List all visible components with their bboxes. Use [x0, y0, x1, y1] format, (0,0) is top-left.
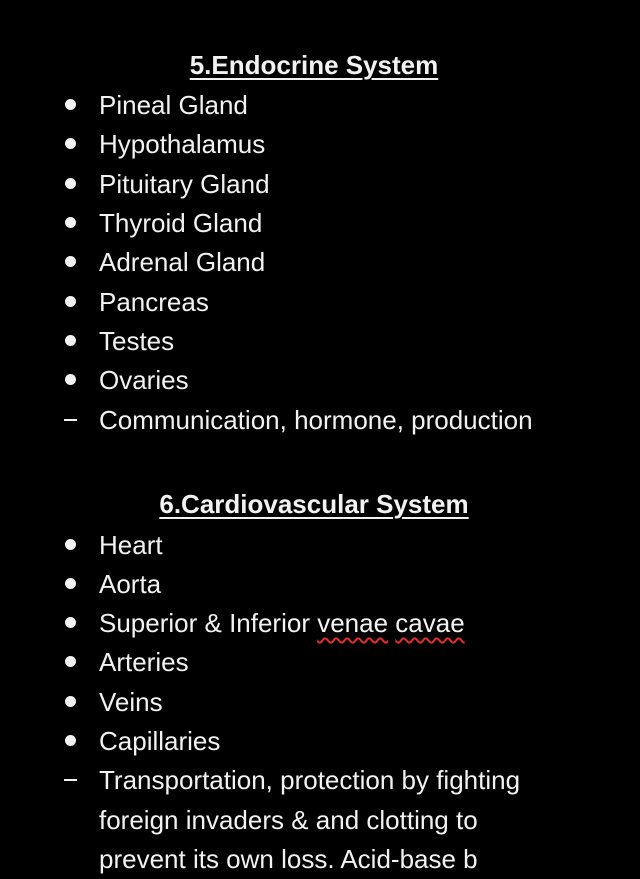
section-title-cardiovascular: 6.Cardiovascular System	[159, 489, 469, 519]
list-item	[0, 203, 640, 243]
list-item	[0, 242, 640, 282]
bullet-marker	[64, 85, 78, 125]
list-item-text: Ovaries	[99, 365, 189, 395]
list-item	[0, 682, 640, 722]
list-item-text: Veins	[99, 687, 163, 717]
bullet-marker	[64, 360, 78, 400]
list-item	[0, 525, 640, 565]
list-item-continuation	[0, 839, 640, 879]
list-item-text: Transportation, protection by fighting	[99, 765, 521, 795]
bullet-marker	[64, 642, 78, 682]
list-item-text: Communication, hormone, production	[99, 405, 533, 435]
list-item	[0, 721, 640, 761]
list-item	[0, 760, 640, 800]
list-item-text: Thyroid Gland	[99, 208, 263, 238]
list-item-text: Pineal Gland	[99, 90, 248, 120]
list-item-text: prevent its own loss. Acid-base b	[99, 844, 478, 874]
bullet-marker	[64, 603, 78, 643]
bullet-marker	[64, 242, 78, 282]
list-item	[0, 282, 640, 322]
list-item-continuation	[0, 800, 640, 840]
list-item-text: Hypothalamus	[99, 129, 266, 159]
bullet-marker	[64, 721, 78, 761]
list-item	[0, 321, 640, 361]
list-item-text: Heart	[99, 530, 163, 560]
dash-marker	[64, 400, 78, 440]
list-item	[0, 85, 640, 125]
list-item-text: foreign invaders & and clotting to	[99, 805, 478, 835]
bullet-marker	[64, 124, 78, 164]
list-item-text: Capillaries	[99, 726, 221, 756]
list-item-text	[99, 603, 465, 643]
bullet-marker	[64, 525, 78, 565]
bullet-marker	[64, 164, 78, 204]
list-item-text-prefix: Superior & Inferior	[99, 608, 318, 638]
list-item-text: Arteries	[99, 647, 189, 677]
list-item-text: Adrenal Gland	[99, 247, 266, 277]
bullet-marker	[64, 321, 78, 361]
list-item	[0, 400, 640, 440]
list-item	[0, 360, 640, 400]
list-item-text: Testes	[99, 326, 175, 356]
bullet-marker	[64, 564, 78, 604]
list-item	[0, 603, 640, 643]
list-item	[0, 642, 640, 682]
list-item-text: Pituitary Gland	[99, 169, 270, 199]
dash-marker	[64, 760, 78, 800]
bullet-marker	[64, 682, 78, 722]
spellcheck-word[interactable]: cavae	[395, 608, 465, 638]
bullet-marker	[64, 203, 78, 243]
list-item-text: Aorta	[99, 569, 162, 599]
list-item	[0, 164, 640, 204]
list-item-text: Pancreas	[99, 287, 209, 317]
list-item	[0, 564, 640, 604]
section-title-endocrine: 5.Endocrine System	[189, 50, 439, 80]
bullet-marker	[64, 282, 78, 322]
list-item	[0, 124, 640, 164]
spellcheck-word[interactable]: venae	[317, 608, 389, 638]
